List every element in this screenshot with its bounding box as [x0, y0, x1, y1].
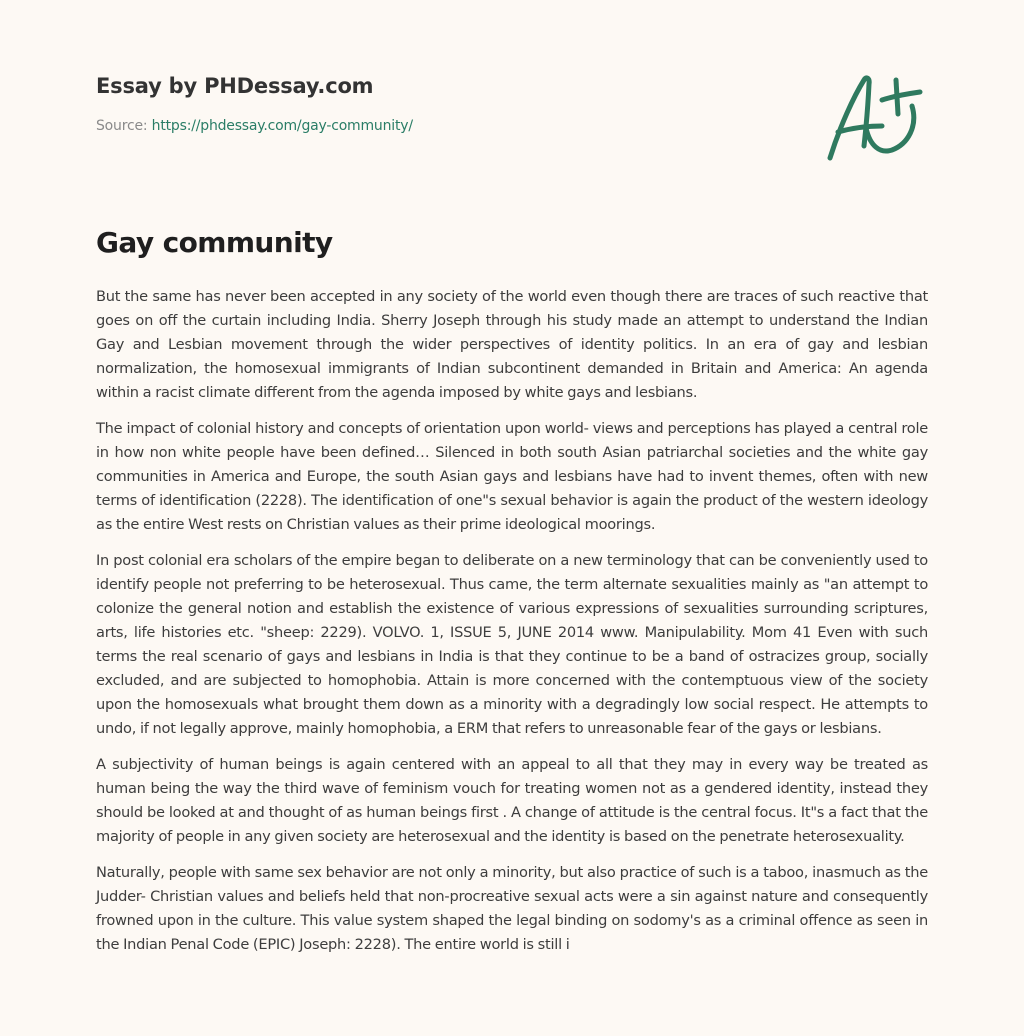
source-label: Source: — [96, 118, 148, 134]
a-plus-grade-icon — [820, 66, 932, 166]
source-line — [96, 118, 928, 134]
source-link[interactable]: https://phdessay.com/gay-community/ — [151, 118, 413, 134]
paragraph: The impact of colonial history and concepts of orientation upon world- views and perceptions has played a central role in how non white people have been defined… Silenced in both south Asian patriarchal societies and the white gay communities in America and Europe, the south Asian gays and lesbians have had to invent themes, often with new terms of identification (2228). The identification of one"s sexual behavior is again the product of the western ideology as the entire West rests on Christian values as their prime ideological moorings. — [96, 420, 928, 533]
paragraph: But the same has never been accepted in any society of the world even though there are traces of such reactive that goes on off the curtain including India. Sherry Joseph through his study made an attempt to understand the Indian Gay and Lesbian movement through the wider perspectives of identity politics. In an era of gay and lesbian normalization, the homosexual immigrants of Indian subcontinent demanded in Britain and America: An agenda within a racist climate different from the agenda imposed by white gays and lesbians. — [96, 288, 928, 401]
paragraph: A subjectivity of human beings is again centered with an appeal to all that they may in every way be treated as human being the way the third wave of feminism vouch for treating women not as a gendered identity, instead they should be looked at and thought of as human beings first . A change of attitude is the central focus. It"s a fact that the majority of people in any given society are heterosexual and the identity is based on the penetrate heterosexuality. — [96, 756, 928, 845]
brand-title: Essay by PHDessay.com — [96, 74, 374, 98]
page-title: Gay community — [96, 226, 333, 259]
paragraph: In post colonial era scholars of the empire began to deliberate on a new terminology that can be conveniently used to identify people not preferring to be heterosexual. Thus came, the term alternate sexualities mainly as "an attempt to colonize the general notion and establish the existence of various expressions of sexualities surrounding scriptures, arts, life histories etc. "sheep: 2229). VOLVO. 1, ISSUE 5, JUNE 2014 www. Manipulability. Mom 41 Even with such terms the real scenario of gays and lesbians in India is that they continue to be a band of ostracizes group, socially excluded, and are subjected to homophobia. Attain is more concerned with the contemptuous view of the society upon the homosexuals what brought them down as a minority with a degradingly low social respect. He attempts to undo, if not legally approve, mainly homophobia, a ERM that refers to unreasonable fear of the gays or lesbians. — [96, 552, 928, 737]
paragraph: Naturally, people with same sex behavior are not only a minority, but also practice of such is a taboo, inasmuch as the Judder- Christian values and beliefs held that non-procreative sexual acts were a sin against nature and consequently frowned upon in the culture. This value system shaped the legal binding on sodomy's as a criminal offence as seen in the Indian Penal Code (EPIC) Joseph: 2228). The entire world is still i — [96, 864, 928, 953]
essay-header — [96, 74, 928, 134]
essay-body — [96, 285, 928, 969]
